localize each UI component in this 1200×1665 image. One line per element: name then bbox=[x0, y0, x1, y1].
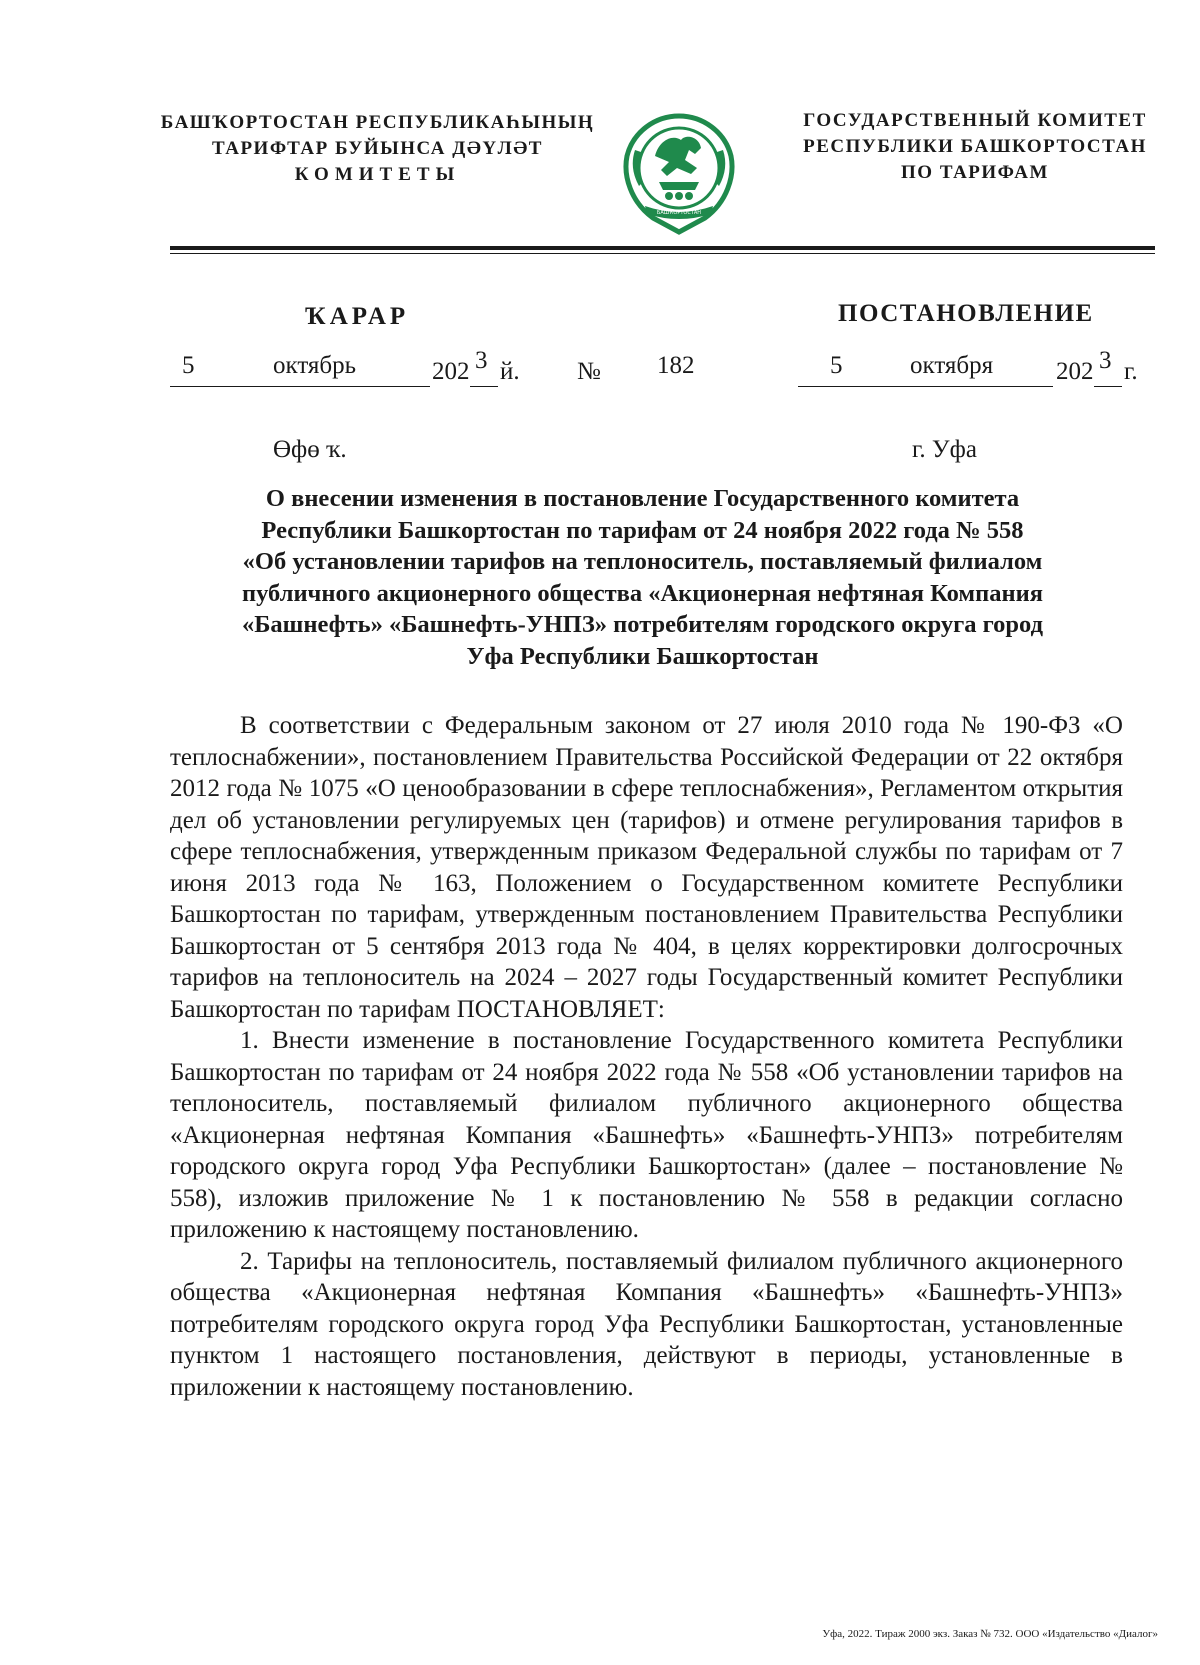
title-line: Республики Башкортостан по тарифам от 24 ноября 2022 года № 558 bbox=[261, 516, 1024, 544]
title-line: О внесении изменения в постановление Государственного комитета bbox=[265, 485, 1020, 512]
header-divider bbox=[170, 246, 1155, 250]
document-number: 182 bbox=[657, 352, 695, 379]
doc-type-bashkir: ҠАРАР bbox=[305, 303, 410, 330]
header-left-line: КОМИТЕТЫ bbox=[294, 164, 461, 185]
header-left-bashkir bbox=[160, 110, 595, 188]
city-bashkir: Өфө ҡ. bbox=[273, 436, 347, 463]
header-right-line: ПО ТАРИФАМ bbox=[901, 162, 1049, 183]
number-sign: № bbox=[577, 358, 601, 385]
body-paragraph-item-2: 2. Тарифы на теплоноситель, поставляемый филиалом публичного акционерного общества «Акционерная нефтяная Компания «Башнефть» «Башнефть-УНПЗ» потребителям городского округа город Уфа Республики Башкортостан, установленные пунктом 1 настоящего постановления, действуют в периоды, установленные в приложении к настоящему постановлению. bbox=[170, 1247, 1123, 1401]
title-line: «Башнефть» «Башнефть-УНПЗ» потребителям городского округа город bbox=[241, 611, 1043, 638]
date-right-year-prefix: 202 bbox=[1056, 358, 1094, 385]
header-right-line: ГОСУДАРСТВЕННЫЙ КОМИТЕТ bbox=[803, 110, 1147, 131]
date-right-day: 5 bbox=[830, 352, 843, 379]
date-left-year-prefix: 202 bbox=[432, 358, 470, 385]
body-paragraph-preamble: В соответствии с Федеральным законом от 27 июля 2010 года № 190-ФЗ «О теплоснабжении», постановлением Правительства Российской Федерации от 22 октября 2012 года № 1075 «О ценообразовании в сфере теплоснабжения», Регламентом открытия дел об установлении регулируемых цен (тарифов) и отмене регулирования тарифов в сфере теплоснабжения, утвержденным приказом Федеральной службы по тарифам от 7 июня 2013 года № 163, Положением о Государственном комитете Республики Башкортостан по тарифам, утвержденным постановлением Правительства Республики Башкортостан от 5 сентября 2013 года № 404, в целях корректировки долгосрочных тарифов на теплоноситель на 2024 – 2027 годы Государственный комитет Республики Башкортостан по тарифам ПОСТАНОВЛЯЕТ: bbox=[170, 712, 1123, 1023]
date-right-month: октября bbox=[910, 352, 994, 379]
header-left-line: БАШҠОРТОСТАН РЕСПУБЛИКАҺЫНЫҢ bbox=[160, 112, 595, 133]
coat-of-arms-icon bbox=[615, 110, 743, 238]
city-russian: г. Уфа bbox=[912, 436, 977, 463]
header-right-line: РЕСПУБЛИКИ БАШКОРТОСТАН bbox=[803, 136, 1147, 157]
title-line: публичного акционерного общества «Акционерная нефтяная Компания bbox=[242, 579, 1043, 607]
document-title bbox=[165, 483, 1120, 672]
date-right bbox=[798, 347, 1168, 388]
date-right-suffix: г. bbox=[1124, 358, 1138, 385]
document-body bbox=[170, 710, 1123, 1403]
date-left-suffix: й. bbox=[500, 358, 520, 385]
header-left-line: ТАРИФТАР БУЙЫНСА ДӘҮЛӘТ bbox=[212, 138, 543, 159]
date-left-year-digit: 3 bbox=[475, 347, 488, 374]
emblem-text: БАШҠОРТОСТАН bbox=[656, 210, 702, 216]
date-left bbox=[170, 347, 550, 388]
date-left-day: 5 bbox=[182, 352, 195, 379]
print-footer: Уфа, 2022. Тираж 2000 экз. Заказ № 732. ООО «Издательство «Диалог» bbox=[822, 1628, 1158, 1640]
date-right-year-digit: 3 bbox=[1099, 347, 1112, 374]
header-divider-thin bbox=[170, 253, 1155, 254]
title-line: «Об установлении тарифов на теплоноситель, поставляемый филиалом bbox=[242, 548, 1043, 575]
doc-type-russian: ПОСТАНОВЛЕНИЕ bbox=[838, 300, 1094, 327]
date-left-month: октябрь bbox=[273, 352, 357, 379]
body-paragraph-item-1: 1. Внести изменение в постановление Государственного комитета Республики Башкортостан по тарифам от 24 ноября 2022 года № 558 «Об установлении тарифов на теплоноситель, поставляемый филиалом публичного акционерного общества «Акционерная нефтяная Компания «Башнефть» «Башнефть-УНПЗ» потребителям городского округа город Уфа Республики Башкортостан» (далее – постановление № 558), изложив приложение № 1 к постановлению № 558 в редакции согласно приложению к настоящему постановлению. bbox=[170, 1027, 1123, 1243]
header-right-russian bbox=[790, 108, 1160, 186]
title-line: Уфа Республики Башкортостан bbox=[466, 642, 819, 670]
